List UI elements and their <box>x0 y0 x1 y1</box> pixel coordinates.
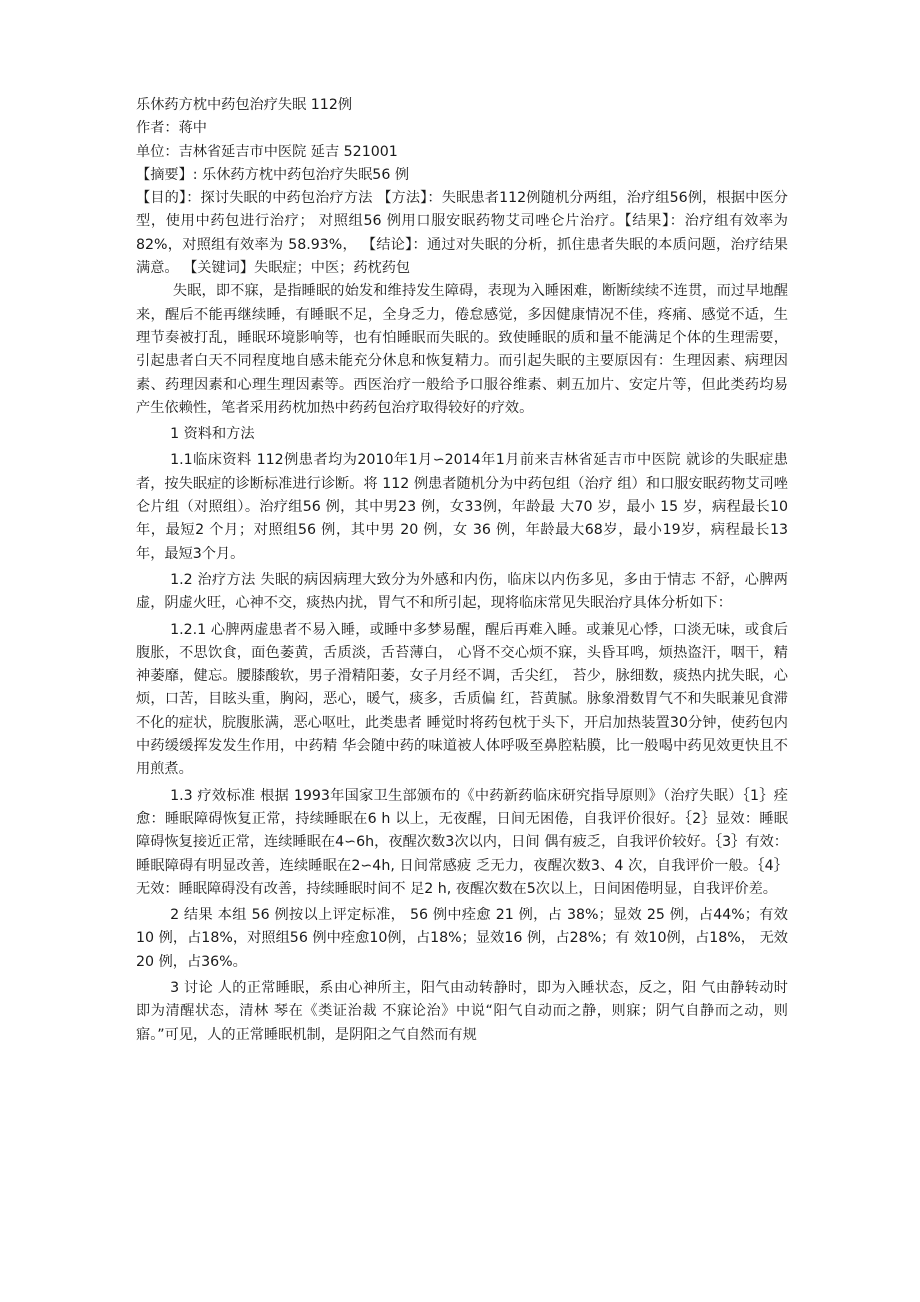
author-line: 作者：蒋中 <box>136 120 207 137</box>
section-1-1-paragraph: 1.1临床资料 112例患者均为2010年1月∽2014年1月前来吉林省延吉市中医院 就诊的失眠症患者，按失眠症的诊断标准进行诊断。将 112 例患者随机分为中药包组（治疗 组）和口服安眠药物艾司唑仑片组（对照组）。治疗组56 例，其中男23 例，女33例，年龄最 大70 岁，最小 15 岁，病程最长10年，最短2 个月；对照组56 例，其中男 20 例，女 36 例，年龄最大68岁，最小19岁，病程最长13年，最短3个月。 <box>136 452 788 562</box>
intro-paragraph: 失眠，即不寐，是指睡眠的始发和维持发生障碍，表现为入睡困难，断断续续不连贯，而过早地醒来，醒后不能再继续睡，有睡眠不足，全身乏力，倦怠感觉，多因健康情况不佳，疼痛、感觉不适，生理节奏被打乱，睡眠环境影响等，也有怕睡眠而失眠的。致使睡眠的质和量不能满足个体的生理需要，引起患者白天不同程度地自感未能充分休息和恢复精力。而引起失眠的主要原因有：生理因素、病理因素、药理因素和心理生理因素等。西医治疗一般给予口服谷维素、刺五加片、安定片等，但此类药均易产生依赖性，笔者采用药枕加热中药药包治疗取得较好的疗效。 <box>136 283 788 416</box>
article-title: 乐休药方枕中药包治疗失眠 112例 <box>136 97 353 113</box>
section-3-paragraph: 3 讨论 人的正常睡眠，系由心神所主，阳气由动转静时，即为入睡状态，反之，阳 气由静转动时即为清醒状态，清林 琴在《类证治裁 不寐论治》中说“阳气自动而之静，则寐；阴气自静而之动，则寤。”可见，人的正常睡眠机制，是阴阳之气自然而有规 <box>136 979 788 1043</box>
article-body <box>136 94 788 1047</box>
abstract-heading: 【摘要】: 乐休药方枕中药包治疗失眠56 例 <box>136 166 410 183</box>
section-2-paragraph: 2 结果 本组 56 例按以上评定标准， 56 例中痊愈 21 例，占 38%；显效 25 例，占44%；有效10 例，占18%，对照组56 例中痊愈10例，占18%；显效16 例，占28%；有 效10例，占18%， 无效 20 例，占36%。 <box>136 907 788 970</box>
affiliation-line: 单位：吉林省延吉市中医院 延吉 521001 <box>136 143 398 160</box>
abstract-body: 【目的】：探讨失眠的中药包治疗方法 【方法】：失眠患者112例随机分两组，治疗组56例，根据中医分型，使用中药包进行治疗； 对照组56 例用口服安眠药物艾司唑仑片治疗。【结果】：治疗组有效率为 82%，对照组有效率为 58.93%， 【结论】：通过对失眠的分析，抓住患者失眠的本质问题，治疗结果满意。 【关键词】失眠症；中医；药枕药包 <box>136 190 788 277</box>
section-1-2-paragraph: 1.2 治疗方法 失眠的病因病理大致分为外感和内伤，临床以内伤多见，多由于情志 不舒，心脾两虚，阴虚火旺，心神不交，痰热内扰，胃气不和所引起，现将临床常见失眠治疗具体分析如下： <box>136 571 788 612</box>
section-1-3-paragraph: 1.3 疗效标准 根据 1993年国家卫生部颁布的《中药新药临床研究指导原则》（治疗失眠）｛1｝痊愈：睡眠障碍恢复正常，持续睡眠在6 h 以上，无夜醒，日间无困倦，自我评价很好。｛2｝显效：睡眠障碍恢复接近正常，连续睡眠在4∽6h，夜醒次数3次以内，日间 偶有疲乏，自我评价较好。｛3｝有效：睡眠障碍有明显改善，连续睡眠在2∽4h, 日间常感疲 乏无力，夜醒次数3、4 次，自我评价一般。｛4｝无效：睡眠障碍没有改善，持续睡眠时间不 足2 h, 夜醒次数在5次以上，日间困倦明显，自我评价差。 <box>136 787 788 897</box>
section-1-heading: 1 资料和方法 <box>170 426 255 443</box>
section-1-2-1-paragraph: 1.2.1 心脾两虚患者不易入睡，或睡中多梦易醒，醒后再难入睡。或兼见心悸，口淡无味，或食后腹胀，不思饮食，面色萎黄，舌质淡，舌苔薄白， 心肾不交心烦不寐，头昏耳鸣，烦热盗汗，咽干，精神萎靡，健忘。腰膝酸软，男子滑精阳萎，女子月经不调，舌尖红， 苔少，脉细数，痰热内扰失眠，心烦，口苦，目眩头重，胸闷，恶心，暖气，痰多，舌质偏 红，苔黄腻。脉象滑数胃气不和失眠兼见食滞不化的症状，脘腹胀满，恶心呕吐，此类患者 睡觉时将药包枕于头下，开启加热装置30分钟，使药包内中药缓缓挥发发生作用，中药精 华会随中药的味道被人体呼吸至鼻腔粘膜，比一般喝中药见效更快且不用煎煮。 <box>136 621 788 778</box>
